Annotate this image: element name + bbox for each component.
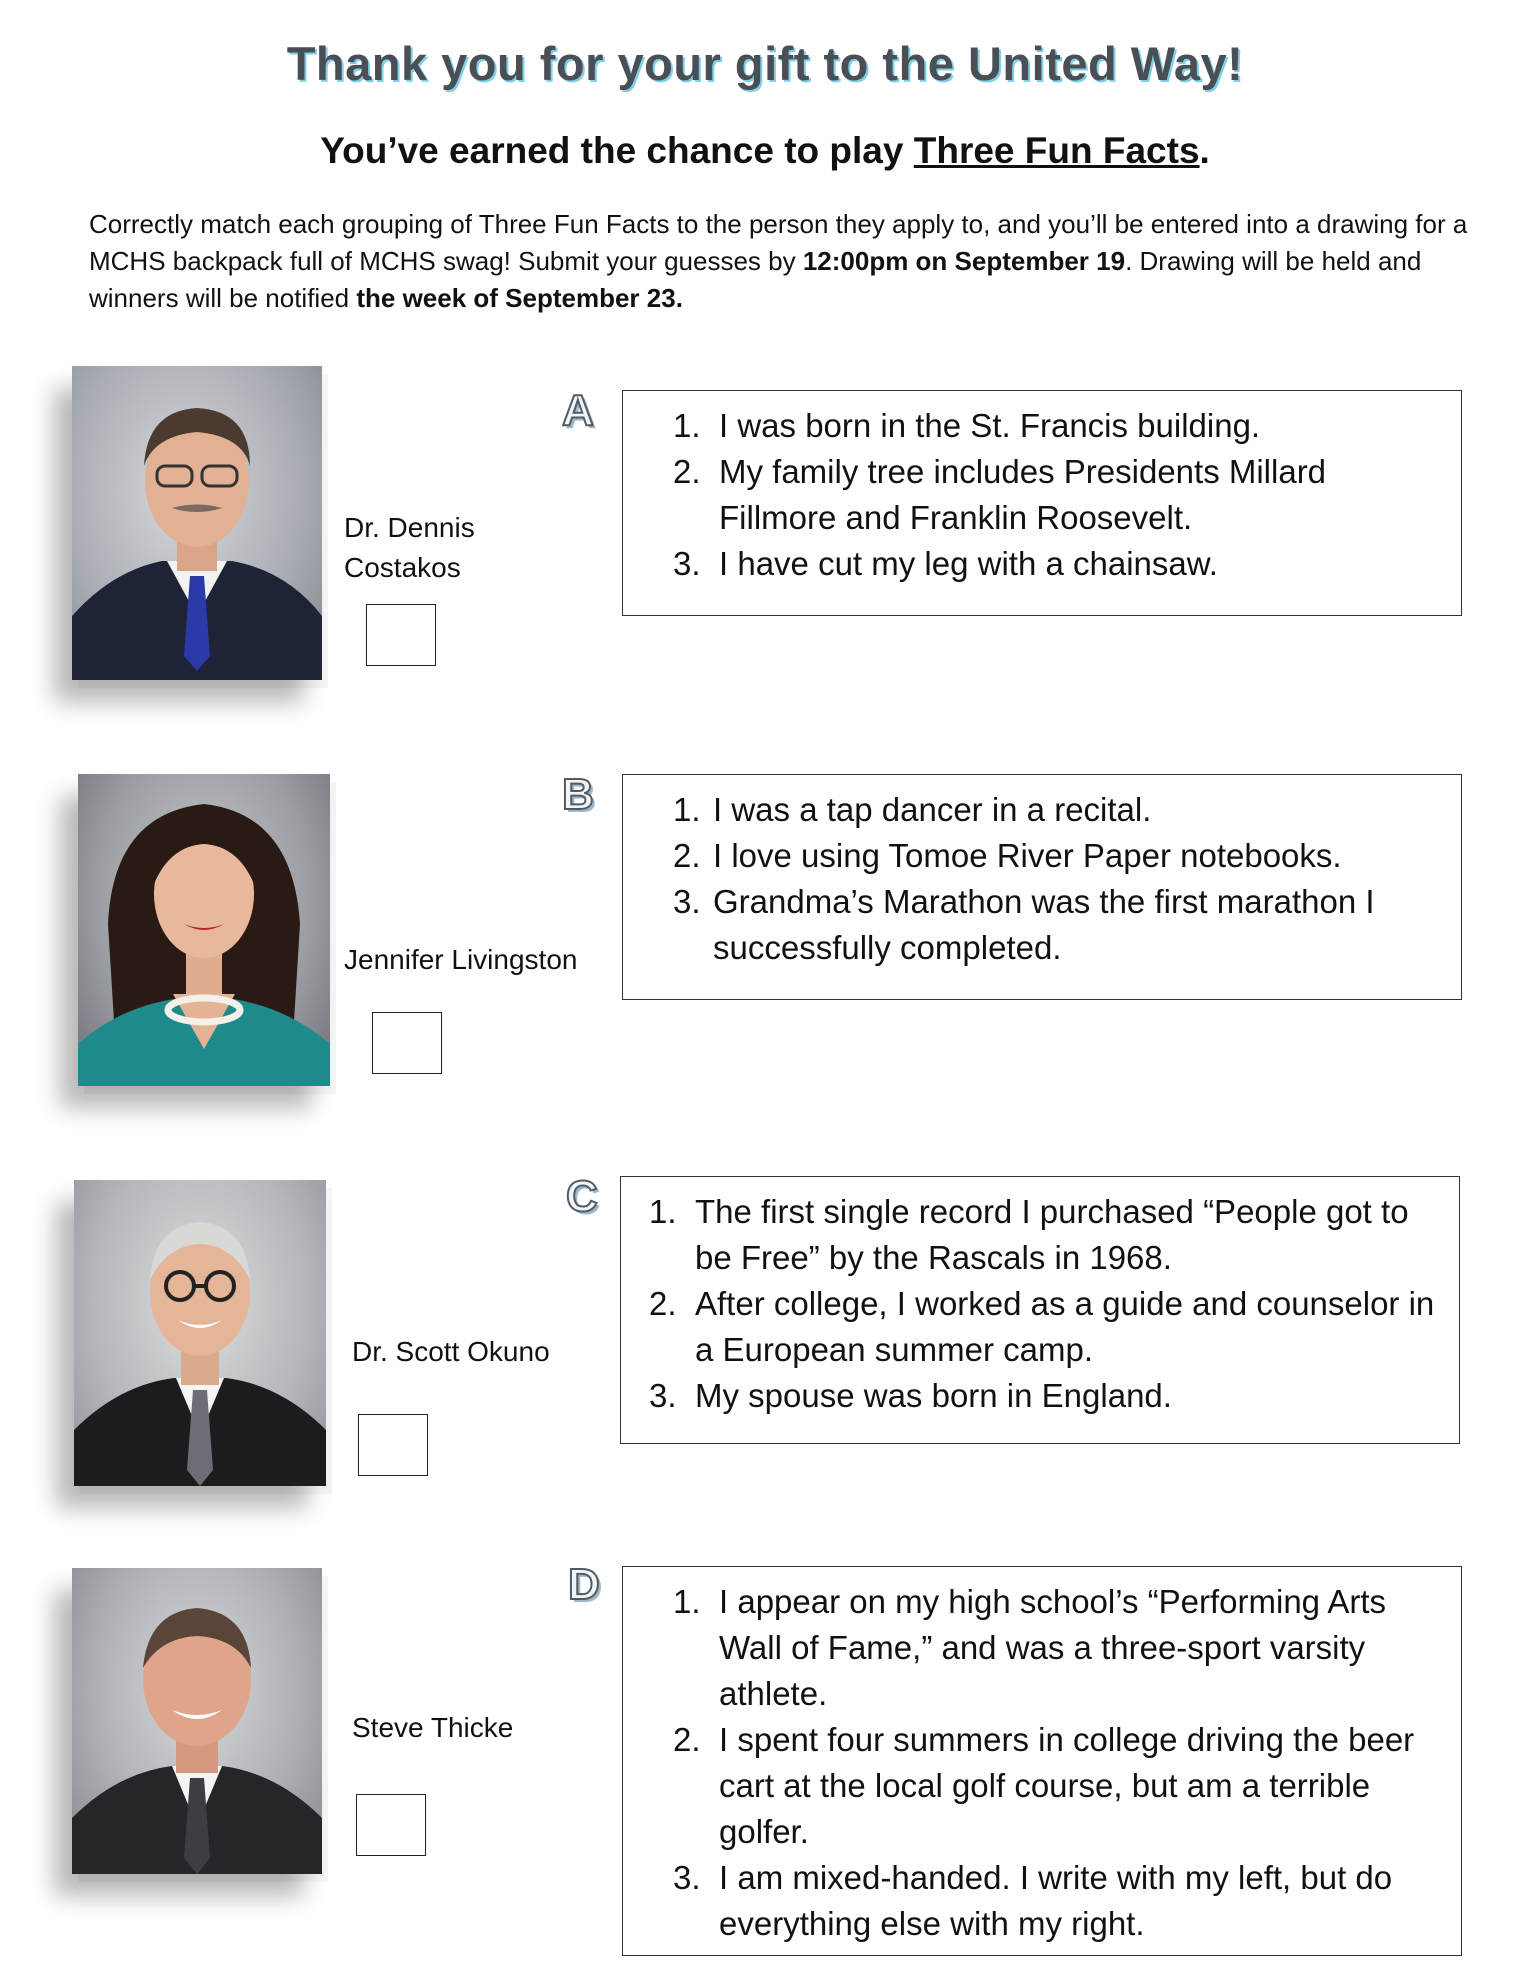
instructions-text: Correctly match each grouping of Three Fun Facts to the person they apply to, and you’ll be entered into a drawing for a MCHS backpack full of MCHS swag! Submit your guesses by	[89, 209, 1468, 276]
fact-box-a	[622, 390, 1462, 616]
fact-text: My spouse was born in England.	[695, 1377, 1172, 1414]
fact-text: After college, I worked as a guide and counselor in a European summer camp.	[695, 1285, 1435, 1368]
fact-number: 2.	[649, 1285, 677, 1322]
fact-number: 2.	[673, 1721, 701, 1758]
fact-text: The first single record I purchased “People got to be Free” by the Rascals in 1968.	[695, 1193, 1409, 1276]
fact-item	[673, 1855, 1443, 1947]
person-name-line: Steve Thicke	[352, 1712, 514, 1743]
fact-number: 1.	[673, 1583, 701, 1620]
fact-box-d	[622, 1566, 1462, 1956]
page-subtitle	[0, 130, 1530, 172]
group-letter: C	[566, 1172, 598, 1221]
fact-text: My family tree includes Presidents Millard Fillmore and Franklin Roosevelt.	[719, 453, 1327, 536]
photo-jennifer-livingston	[78, 774, 330, 1086]
fact-number: 1.	[673, 407, 701, 444]
person-name-line: Dr. Dennis	[344, 512, 475, 543]
fact-number: 3.	[673, 883, 701, 920]
fact-box-c	[620, 1176, 1460, 1444]
person-name	[352, 1708, 513, 1748]
notification-week: the week of September 23.	[356, 283, 683, 313]
fact-item	[673, 1717, 1443, 1855]
person-name	[344, 508, 475, 588]
fact-number: 2.	[673, 837, 701, 874]
fact-item	[673, 403, 1437, 449]
person-name	[344, 940, 577, 980]
fact-text: Grandma’s Marathon was the first marathon I successfully completed.	[713, 883, 1375, 966]
fact-text: I love using Tomoe River Paper notebooks.	[713, 837, 1342, 874]
fact-item	[649, 1189, 1439, 1281]
fact-item	[673, 449, 1437, 541]
fact-box-b	[622, 774, 1462, 1000]
fact-number: 1.	[649, 1193, 677, 1230]
fact-text: I spent four summers in college driving the beer cart at the local golf course, but am a terrible golfer.	[719, 1721, 1415, 1850]
fact-number: 3.	[649, 1377, 677, 1414]
group-letter: D	[568, 1560, 600, 1609]
person-name-line: Jennifer Livingston	[344, 944, 578, 975]
fact-item	[673, 879, 1437, 971]
person-name-line: Costakos	[344, 552, 461, 583]
deadline: 12:00pm on September 19	[802, 246, 1126, 276]
subtitle-end: .	[1199, 130, 1210, 171]
fact-number: 2.	[673, 453, 701, 490]
page-title: Thank you for your gift to the United Way!	[286, 37, 1244, 90]
answer-box-jennifer-livingston[interactable]	[372, 1012, 442, 1074]
fact-text: I was born in the St. Francis building.	[719, 407, 1261, 444]
fact-item	[673, 787, 1437, 833]
fact-item	[673, 1579, 1443, 1717]
answer-box-steve-thicke[interactable]	[356, 1794, 426, 1856]
fact-text: I have cut my leg with a chainsaw.	[719, 545, 1218, 582]
fact-text: I was a tap dancer in a recital.	[713, 791, 1152, 828]
answer-box-dennis-costakos[interactable]	[366, 604, 436, 666]
photo-scott-okuno	[74, 1180, 326, 1486]
fact-item	[649, 1373, 1439, 1419]
person-name-line: Dr. Scott Okuno	[352, 1336, 550, 1367]
game-name: Three Fun Facts	[913, 130, 1200, 171]
answer-box-scott-okuno[interactable]	[358, 1414, 428, 1476]
person-name	[352, 1332, 550, 1372]
fact-item	[673, 541, 1437, 587]
fact-text: I appear on my high school’s “Performing Arts Wall of Fame,” and was a three-sport varsity athlete.	[719, 1583, 1387, 1712]
fact-item	[673, 833, 1437, 879]
fact-number: 3.	[673, 545, 701, 582]
instructions	[89, 206, 1469, 317]
photo-dennis-costakos	[72, 366, 322, 680]
subtitle-lead: You’ve earned the chance to play	[320, 130, 914, 171]
fact-text: I am mixed-handed. I write with my left, but do everything else with my right.	[719, 1859, 1393, 1942]
fact-number: 3.	[673, 1859, 701, 1896]
group-letter: B	[562, 770, 594, 819]
photo-steve-thicke	[72, 1568, 322, 1874]
instructions-text-2: . Drawing will be held and winners will be notified	[89, 246, 1422, 313]
group-letter: A	[562, 386, 594, 435]
fact-number: 1.	[673, 791, 701, 828]
fact-item	[649, 1281, 1439, 1373]
